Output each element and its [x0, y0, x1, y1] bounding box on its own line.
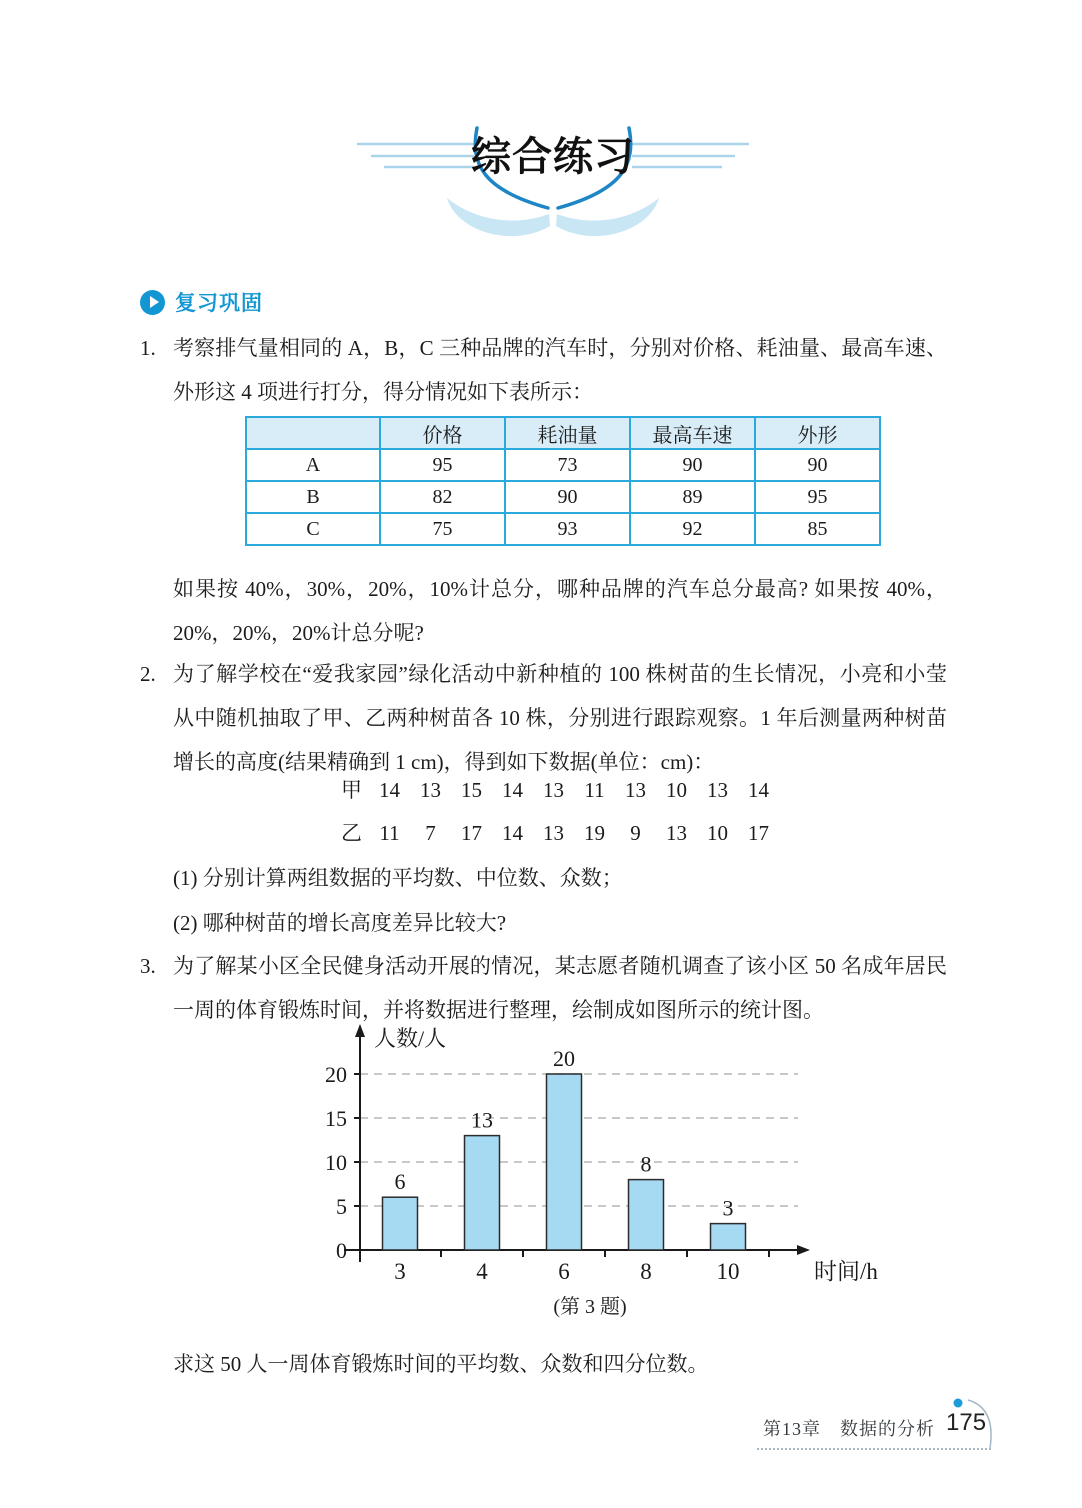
y-tick-label: 10	[325, 1150, 347, 1175]
table-row	[246, 481, 880, 513]
data-value: 14	[502, 821, 523, 845]
jia-values	[369, 778, 779, 802]
question-3-closing: 求这 50 人一周体育锻炼时间的平均数、众数和四分位数。	[173, 1352, 709, 1376]
table-cell: 90	[630, 449, 755, 481]
section-label: 复习巩固	[175, 292, 263, 315]
table-cell: 89	[630, 481, 755, 513]
bar-value-label: 3	[722, 1195, 734, 1221]
question-3-text: 为了解某小区全民健身活动开展的情况，某志愿者随机调查了该小区 50 名成年居民一周的体育锻炼时间，并将数据进行整理，绘制成如图所示的统计图。	[173, 954, 947, 1022]
table-header-cell	[246, 417, 380, 449]
data-value: 13	[543, 821, 564, 845]
page-number: 175	[946, 1409, 987, 1436]
bar-value-label: 20	[553, 1046, 575, 1071]
data-value: 7	[425, 821, 436, 845]
table-cell: 73	[505, 449, 630, 481]
data-value: 14	[379, 778, 400, 802]
score-table	[245, 416, 881, 546]
question-1-followup: 如果按 40%，30%，20%，10%计总分，哪种品牌的汽车总分最高? 如果按 40%，20%，20%，20%计总分呢?	[173, 577, 947, 645]
question-3-number: 3.	[140, 954, 156, 978]
section-header	[140, 287, 263, 317]
data-value: 13	[420, 778, 441, 802]
data-value: 13	[543, 778, 564, 802]
table-cell: 90	[755, 449, 880, 481]
table-cell: A	[246, 449, 380, 481]
x-tick-label: 6	[558, 1259, 570, 1284]
data-value: 11	[584, 778, 605, 802]
banner-title: 综合练习	[471, 134, 635, 179]
table-row	[246, 513, 880, 545]
table-header-cell: 耗油量	[505, 417, 630, 449]
bar	[383, 1197, 418, 1250]
table-cell: 75	[380, 513, 505, 545]
question-2-sub1: (1) 分别计算两组数据的平均数、中位数、众数；	[173, 866, 623, 890]
bar	[547, 1074, 582, 1250]
y-axis-label: 人数/人	[374, 1026, 447, 1051]
table-cell: 82	[380, 481, 505, 513]
data-value: 17	[461, 821, 482, 845]
question-1-text: 考察排气量相同的 A，B，C 三种品牌的汽车时，分别对价格、耗油量、最高车速、外形这 4 项进行打分，得分情况如下表所示：	[173, 336, 947, 404]
data-row-yi-label: 乙	[341, 821, 362, 845]
question-3	[140, 944, 947, 1032]
exercise-banner	[353, 112, 753, 248]
data-row-yi	[341, 817, 801, 849]
table-cell: 85	[755, 513, 880, 545]
footer-arc	[968, 1400, 991, 1448]
data-value: 9	[630, 821, 641, 845]
x-axis-arrow	[797, 1245, 810, 1255]
y-tick-label: 15	[325, 1106, 347, 1131]
data-value: 19	[584, 821, 605, 845]
table-row	[246, 449, 880, 481]
play-icon	[140, 290, 165, 315]
data-value: 13	[666, 821, 687, 845]
chart-caption: (第 3 题)	[553, 1296, 627, 1318]
y-tick-label: 20	[325, 1062, 347, 1087]
data-value: 10	[707, 821, 728, 845]
data-value: 13	[625, 778, 646, 802]
footer-decoration	[938, 1390, 1010, 1460]
table-header-cell: 外形	[755, 417, 880, 449]
y-tick-label: 5	[336, 1194, 347, 1219]
data-row-jia	[341, 774, 801, 806]
question-1-number: 1.	[140, 336, 156, 360]
bar	[711, 1224, 746, 1250]
x-tick-label: 10	[716, 1259, 740, 1284]
data-value: 14	[748, 778, 769, 802]
banner-graphic	[353, 112, 753, 248]
question-2	[140, 652, 947, 784]
bar	[629, 1180, 664, 1250]
data-row-jia-label: 甲	[341, 778, 362, 802]
table-header-cell: 价格	[380, 417, 505, 449]
yi-values	[369, 821, 779, 845]
table-cell: B	[246, 481, 380, 513]
table-cell: 90	[505, 481, 630, 513]
table-header-cell: 最高车速	[630, 417, 755, 449]
bar-value-label: 8	[640, 1151, 652, 1177]
bar-chart	[300, 1022, 880, 1284]
y-axis-arrow	[355, 1024, 365, 1037]
table-cell: 95	[755, 481, 880, 513]
table-cell: 95	[380, 449, 505, 481]
table-cell: 92	[630, 513, 755, 545]
bar	[465, 1136, 500, 1250]
data-value: 14	[502, 778, 523, 802]
bar-value-label: 6	[394, 1169, 406, 1195]
data-value: 11	[379, 821, 400, 845]
footer-chapter-title: 第13章 数据的分析	[763, 1419, 935, 1439]
banner-lines-left	[357, 144, 474, 167]
x-axis-label: 时间/h	[814, 1259, 878, 1284]
y-tick-label: 0	[336, 1238, 347, 1263]
banner-lines-right	[632, 144, 749, 167]
x-tick-label: 8	[640, 1259, 652, 1284]
x-tick-label: 3	[394, 1259, 406, 1284]
table-cell: 93	[505, 513, 630, 545]
question-1	[140, 326, 947, 414]
data-value: 10	[666, 778, 687, 802]
data-value: 17	[748, 821, 769, 845]
table-cell: C	[246, 513, 380, 545]
question-2-sub2: (2) 哪种树苗的增长高度差异比较大?	[173, 911, 507, 935]
question-2-text: 为了解学校在“爱我家园”绿化活动中新种植的 100 株树苗的生长情况，小亮和小莹从中随机抽取了甲、乙两种树苗各 10 株，分别进行跟踪观察。1 年后测量两种树苗增长的高度(结果精确到 1 cm)，得到如下数据(单位：cm)：	[173, 662, 947, 774]
bar-value-label: 13	[471, 1107, 493, 1133]
x-tick-label: 4	[476, 1259, 488, 1284]
footer-dot-icon	[954, 1399, 963, 1408]
question-2-number: 2.	[140, 662, 156, 686]
bar-chart-figure	[300, 1022, 880, 1284]
data-value: 15	[461, 778, 482, 802]
data-value: 13	[707, 778, 728, 802]
